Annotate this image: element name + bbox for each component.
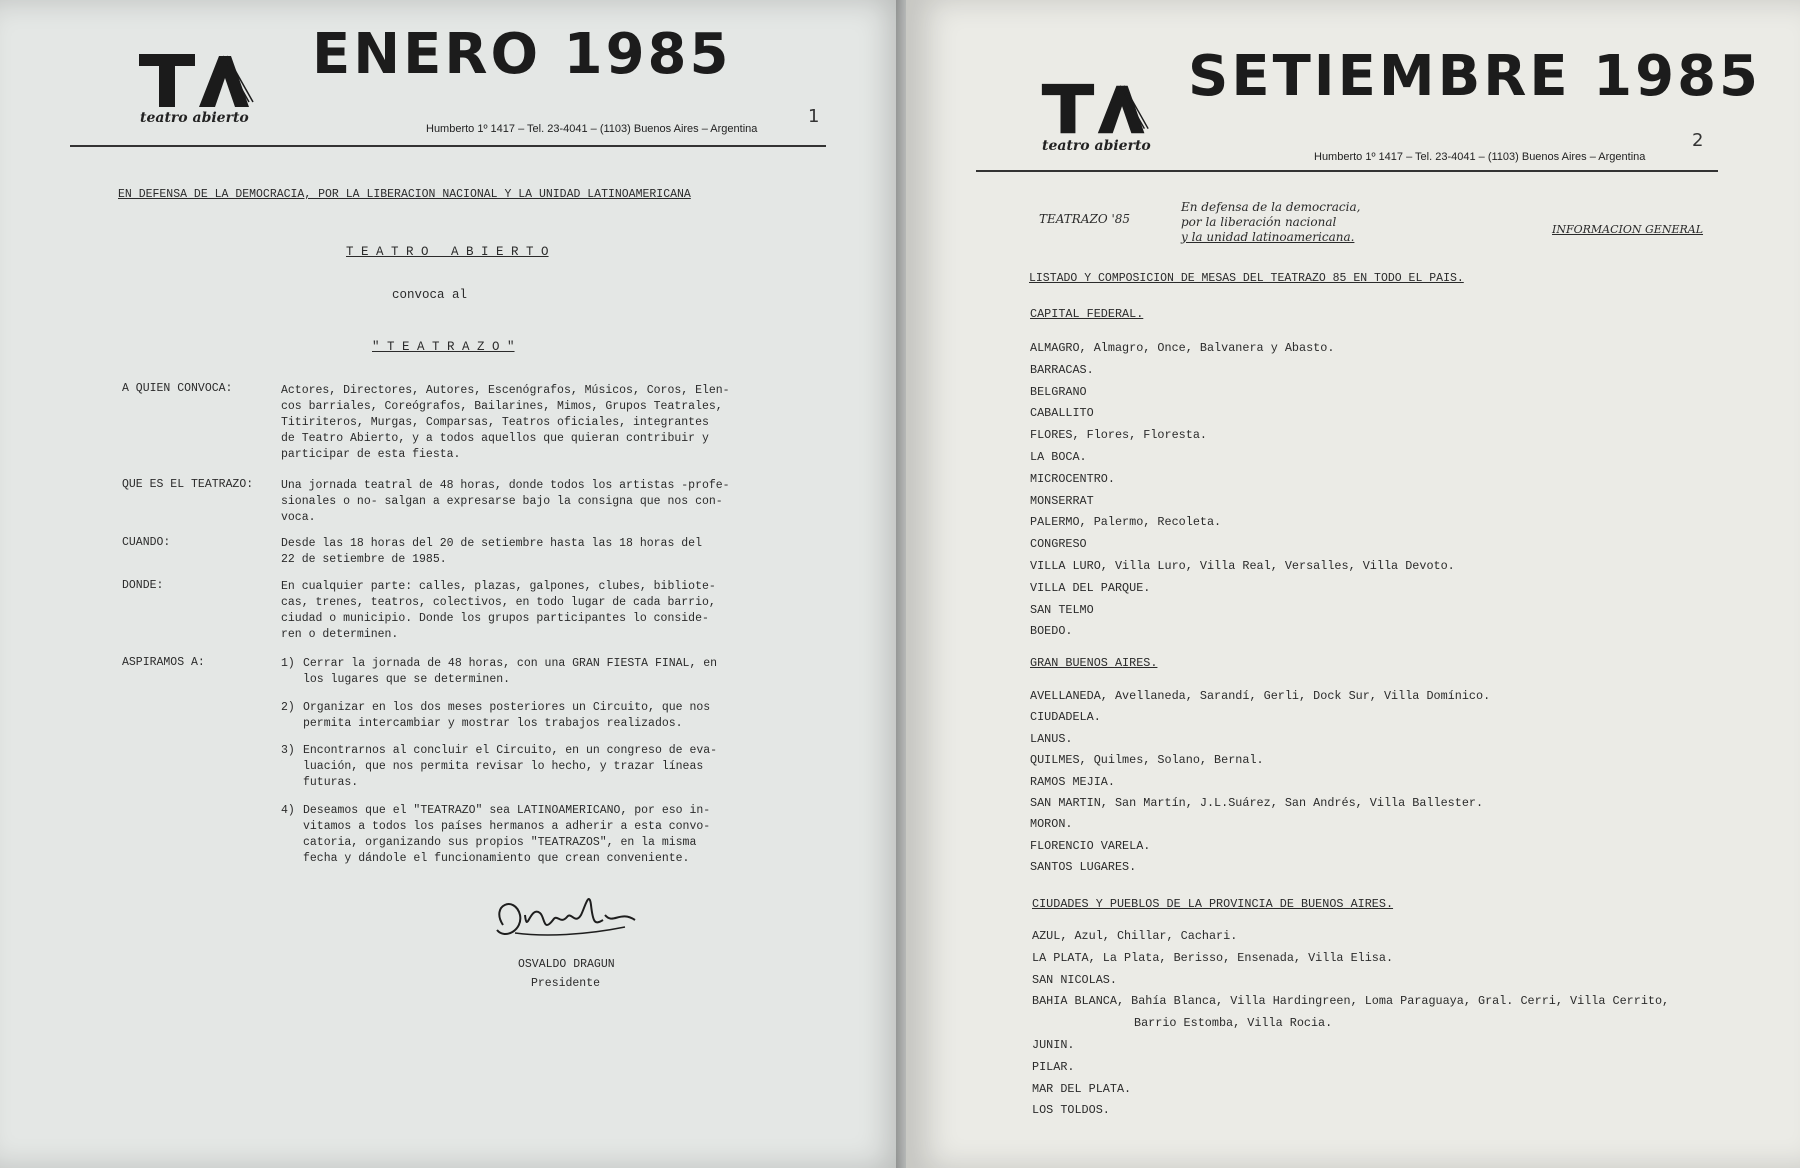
motto-line: En defensa de la democracia, <box>1181 200 1361 214</box>
provincia-list <box>1032 926 1669 1122</box>
list-item: QUILMES, Quilmes, Solano, Bernal. <box>1030 753 1264 768</box>
list-item: CABALLITO <box>1030 406 1094 421</box>
list-item: CONGRESO <box>1030 537 1087 552</box>
list-item: ALMAGRO, Almagro, Once, Balvanera y Abasto. <box>1030 341 1335 355</box>
section-cuando <box>281 536 702 568</box>
list-item: MORON. <box>1030 817 1073 832</box>
list-item: LA BOCA. <box>1030 449 1087 464</box>
right-logo-text: teatro abierto <box>1042 138 1151 154</box>
list-item: RAMOS MEJIA. <box>1030 774 1115 789</box>
item-number: 1) <box>281 657 295 670</box>
text-line: Desde las 18 horas del 20 de setiembre hasta las 18 horas del <box>281 537 702 550</box>
aspiramos-1 <box>281 656 718 686</box>
text-line: futuras. <box>303 776 359 789</box>
label-donde: DONDE: <box>122 579 164 592</box>
list-item: PILAR. <box>1032 1059 1075 1074</box>
text-line: Organizar en los dos meses posteriores un Circuito, que nos <box>303 701 711 714</box>
left-header-rule <box>70 145 826 147</box>
right-page-number: 2 <box>1692 130 1704 151</box>
label-que-es: QUE ES EL TEATRAZO: <box>122 478 254 491</box>
left-logo-text: teatro abierto <box>140 110 249 126</box>
header-motto <box>1181 200 1360 245</box>
text-line: Una jornada teatral de 48 horas, donde todos los artistas -profe- <box>281 479 730 492</box>
list-item: LA PLATA, La Plata, Berisso, Ensenada, Villa Elisa. <box>1032 950 1394 965</box>
motto-line: por la liberación nacional <box>1181 215 1337 229</box>
teatro-abierto-logo <box>137 52 255 112</box>
list-item: BELGRANO <box>1030 384 1087 399</box>
text-line: catoria, organizando sus propios "TEATRAZOS", en la misma <box>303 836 697 849</box>
text-line: 22 de setiembre de 1985. <box>281 553 447 566</box>
list-item: BARRACAS. <box>1030 362 1094 377</box>
label-cuando: CUANDO: <box>122 536 171 549</box>
right-header-rule <box>976 170 1718 172</box>
informacion-general-label: INFORMACION GENERAL <box>1552 223 1704 236</box>
text-line: fecha y dándole el funcionamiento que crean conveniente. <box>303 852 690 865</box>
listado-heading: LISTADO Y COMPOSICION DE MESAS DEL TEATRAZO 85 EN TODO EL PAIS. <box>1029 272 1464 285</box>
item-number: 2) <box>281 701 295 714</box>
org-title: T E A T R O A B I E R T O <box>346 245 549 259</box>
text-line: vitamos a todos los países hermanos a adherir a esta convo- <box>303 820 711 833</box>
text-line: permita intercambiar y mostrar los trabajos realizados. <box>303 717 683 730</box>
teatro-abierto-logo <box>1040 82 1150 138</box>
list-item: VILLA DEL PARQUE. <box>1030 580 1151 595</box>
text-line: Deseamos que el "TEATRAZO" sea LATINOAMERICANO, por eso in- <box>303 804 711 817</box>
list-item: SAN NICOLAS. <box>1032 972 1117 987</box>
list-item: MICROCENTRO. <box>1030 471 1115 486</box>
gba-list <box>1030 686 1490 879</box>
list-item: PALERMO, Palermo, Recoleta. <box>1030 515 1222 530</box>
text-line: ciudad o municipio. Donde los grupos participantes lo conside- <box>281 612 709 625</box>
left-address: Humberto 1º 1417 – Tel. 23-4041 – (1103) Buenos Aires – Argentina <box>426 123 758 135</box>
list-item: JUNIN. <box>1032 1037 1075 1052</box>
signature <box>485 885 645 955</box>
text-line: Cerrar la jornada de 48 horas, con una GRAN FIESTA FINAL, en <box>303 657 718 670</box>
text-line: los lugares que se determinen. <box>303 673 511 686</box>
text-line: sionales o no- salgan a expresarse bajo la consigna que nos con- <box>281 495 723 508</box>
item-number: 3) <box>281 744 295 757</box>
list-item: FLORENCIO VARELA. <box>1030 838 1151 853</box>
text-line: cos barriales, Coreógrafos, Bailarines, Mimos, Grupos Teatrales, <box>281 400 723 413</box>
text-line: Encontrarnos al concluir el Circuito, en un congreso de eva- <box>303 744 718 757</box>
text-line: Titiriteros, Murgas, Comparsas, Teatros oficiales, integrantes <box>281 416 709 429</box>
section-donde <box>281 579 716 643</box>
left-handwritten-title: ENERO 1985 <box>312 22 732 87</box>
list-item: BOEDO. <box>1030 624 1073 639</box>
section-que-es <box>281 478 730 526</box>
left-page-number: 1 <box>808 106 820 127</box>
list-item: FLORES, Flores, Floresta. <box>1030 428 1207 443</box>
right-page <box>906 0 1800 1168</box>
right-address: Humberto 1º 1417 – Tel. 23-4041 – (1103) Buenos Aires – Argentina <box>1314 151 1646 163</box>
list-item: Barrio Estomba, Villa Rocia. <box>1134 1016 1333 1031</box>
right-handwritten-title: SETIEMBRE 1985 <box>1188 44 1762 109</box>
text-line: de Teatro Abierto, y a todos aquellos que quieran contribuir y <box>281 432 709 445</box>
list-item: AZUL, Azul, Chillar, Cachari. <box>1032 929 1238 943</box>
label-aspiramos: ASPIRAMOS A: <box>122 656 205 669</box>
convoca-text: convoca al <box>392 288 468 302</box>
group-title-capital: CAPITAL FEDERAL. <box>1030 307 1144 321</box>
list-item: BAHIA BLANCA, Bahía Blanca, Villa Hardingreen, Loma Paraguaya, Gral. Cerri, Villa Cerrito, <box>1032 994 1670 1009</box>
aspiramos-4 <box>281 803 711 865</box>
text-line: participar de esta fiesta. <box>281 448 461 461</box>
list-item: VILLA LURO, Villa Luro, Villa Real, Versalles, Villa Devoto. <box>1030 558 1455 573</box>
text-line: cas, trenes, teatros, colectivos, en todo lugar de cada barrio, <box>281 596 716 609</box>
group-title-provincia: CIUDADES Y PUEBLOS DE LA PROVINCIA DE BUENOS AIRES. <box>1032 897 1394 911</box>
capital-list <box>1030 338 1455 643</box>
list-item: MAR DEL PLATA. <box>1032 1081 1132 1096</box>
left-motto: EN DEFENSA DE LA DEMOCRACIA, POR LA LIBERACION NACIONAL Y LA UNIDAD LATINOAMERICANA <box>118 188 691 201</box>
motto-line: y la unidad latinoamericana. <box>1181 230 1355 244</box>
signer-title: Presidente <box>531 977 601 990</box>
aspiramos-3 <box>281 743 718 789</box>
text-line: luación, que nos permita revisar lo hecho, y trazar líneas <box>303 760 704 773</box>
text-line: Actores, Directores, Autores, Escenógrafos, Músicos, Coros, Elen- <box>281 384 730 397</box>
list-item: SAN MARTIN, San Martín, J.L.Suárez, San Andrés, Villa Ballester. <box>1030 796 1484 811</box>
text-line: En cualquier parte: calles, plazas, galpones, clubes, bibliote- <box>281 580 716 593</box>
text-line: voca. <box>281 511 316 524</box>
list-item: AVELLANEDA, Avellaneda, Sarandí, Gerli, Dock Sur, Villa Domínico. <box>1030 689 1491 703</box>
list-item: LOS TOLDOS. <box>1032 1103 1110 1118</box>
teatrazo-85-label: TEATRAZO '85 <box>1039 212 1131 226</box>
aspiramos-2 <box>281 700 711 730</box>
event-title: " T E A T R A Z O " <box>372 340 515 354</box>
section-a-quien-convoca <box>281 383 730 463</box>
list-item: LANUS. <box>1030 731 1073 746</box>
list-item: MONSERRAT <box>1030 493 1094 508</box>
signer-name: OSVALDO DRAGUN <box>518 958 615 971</box>
list-item: SANTOS LUGARES. <box>1030 860 1137 875</box>
item-number: 4) <box>281 804 295 817</box>
group-title-gba: GRAN BUENOS AIRES. <box>1030 656 1158 670</box>
text-line: ren o determinen. <box>281 628 399 641</box>
label-a-quien-convoca: A QUIEN CONVOCA: <box>122 382 233 395</box>
list-item: CIUDADELA. <box>1030 710 1101 725</box>
list-item: SAN TELMO <box>1030 602 1094 617</box>
